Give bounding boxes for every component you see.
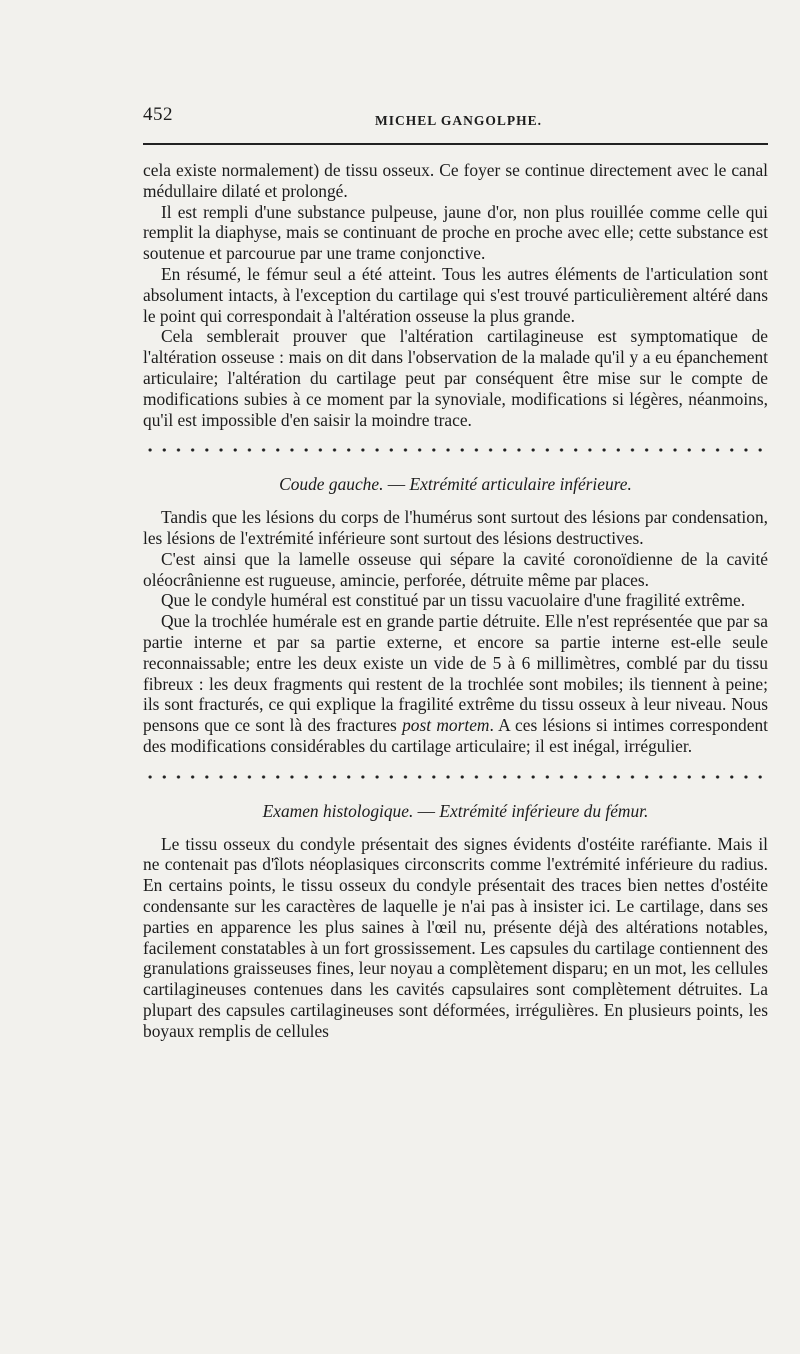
header-rule bbox=[143, 143, 768, 145]
paragraph: C'est ainsi que la lamelle osseuse qui sépare la cavité coronoïdienne de la cavité oléocrânienne est rugueuse, amincie, perforée, détruite même par places. bbox=[143, 548, 768, 590]
heading-left: Coude gauche. bbox=[279, 474, 384, 495]
page-header bbox=[143, 104, 768, 134]
paragraph bbox=[143, 611, 768, 757]
paragraph: Que le condyle huméral est constitué par un tissu vacuolaire d'une fragilité extrême. bbox=[161, 590, 746, 611]
running-head: MICHEL GANGOLPHE. bbox=[375, 113, 543, 128]
dotted-separator bbox=[143, 438, 768, 458]
paragraph: Le tissu osseux du condyle présentait des signes évidents d'ostéite raréfiante. Mais il ne contenait pas d'îlots néoplasiques circonscrits comme l'extrémité inférieure du radius. En certains points, le tissu osseux du condyle présentait des traces bien nettes d'ostéite condensante sur les caractères de laquelle je n'ai pas à insister ici. Le cartilage, dans ses parties en apparence les plus saines à l'œil nu, présente déjà des altérations notables, facilement constatables à un fort grossissement. Les capsules du cartilage contiennent des granulations graisseuses fines, leur noyau a complètement disparu; en un mot, les cellules cartilagineuses contenues dans les cavités capsulaires sont complètement détruites. La plupart des capsules cartilagineuses sont déformées, irrégulières. En plusieurs points, les boyaux remplis de cellules bbox=[143, 833, 768, 1041]
heading-left: Examen histologique. bbox=[262, 800, 414, 821]
section-heading-coude bbox=[143, 474, 768, 495]
paragraph: cela existe normalement) de tissu osseux. Ce foyer se continue directement avec le canal médullaire dilaté et prolongé. bbox=[143, 160, 768, 201]
paragraph: Tandis que les lésions du corps de l'humérus sont surtout des lésions par condensation, les lésions de l'extrémité inférieure sont surtout des lésions destructives. bbox=[143, 507, 768, 548]
heading-right: Extrémité inférieure du fémur. bbox=[439, 800, 649, 821]
heading-right: Extrémité articulaire inférieure. bbox=[409, 474, 632, 495]
paragraph: Cela semblerait prouver que l'altération cartilagineuse est symptomatique de l'altération osseuse : mais on dit dans l'observation de la malade qu'il y a eu épanchement articulaire; l'altération du cartilage peut par conséquent être mise sur le compte de modifications subies à ce moment par la synoviale, modifications si légères, néanmoins, qu'il est impossible d'en saisir la moindre trace. bbox=[143, 326, 768, 430]
paragraph-text: . A ces lésions si intimes correspondent des modifications considérables du cartilage articulaire; il est inégal, irrégulier. bbox=[143, 715, 768, 756]
paragraph: En résumé, le fémur seul a été atteint. Tous les autres éléments de l'articulation sont absolument intacts, à l'exception du cartilage qui s'est trouvé particulièrement altéré dans le point qui correspondait à l'altération osseuse la plus grande. bbox=[143, 263, 768, 326]
paragraph: Il est rempli d'une substance pulpeuse, jaune d'or, non plus rouillée comme celle qui remplit la diaphyse, mais se continuant de proche en proche avec elle; cette substance est soutenue et parcourue par une trame conjonctive. bbox=[143, 201, 768, 264]
page-number: 452 bbox=[143, 104, 173, 125]
heading-separator: — bbox=[413, 800, 440, 821]
section-heading-histologique bbox=[143, 801, 768, 822]
paragraph-text: Que la trochlée humérale est en grande partie détruite. Elle n'est représentée que par sa partie interne et par sa partie externe, et encore sa partie interne est-elle seule reconnaissable; entre les deux existe un vide de 5 à 6 millimètres, comblé par du tissu fibreux : les deux fragments qui restent de la trochlée sont mobiles; ils tiennent à peine; ils sont fracturés, ce qui explique la fragilité extrême du tissu osseux à leur niveau. Nous pensons que ce sont là des fractures bbox=[143, 611, 768, 736]
dotted-separator bbox=[143, 765, 768, 785]
heading-separator: — bbox=[383, 474, 410, 495]
emphasis-text: post mortem bbox=[402, 715, 490, 736]
page-body bbox=[143, 160, 768, 1041]
